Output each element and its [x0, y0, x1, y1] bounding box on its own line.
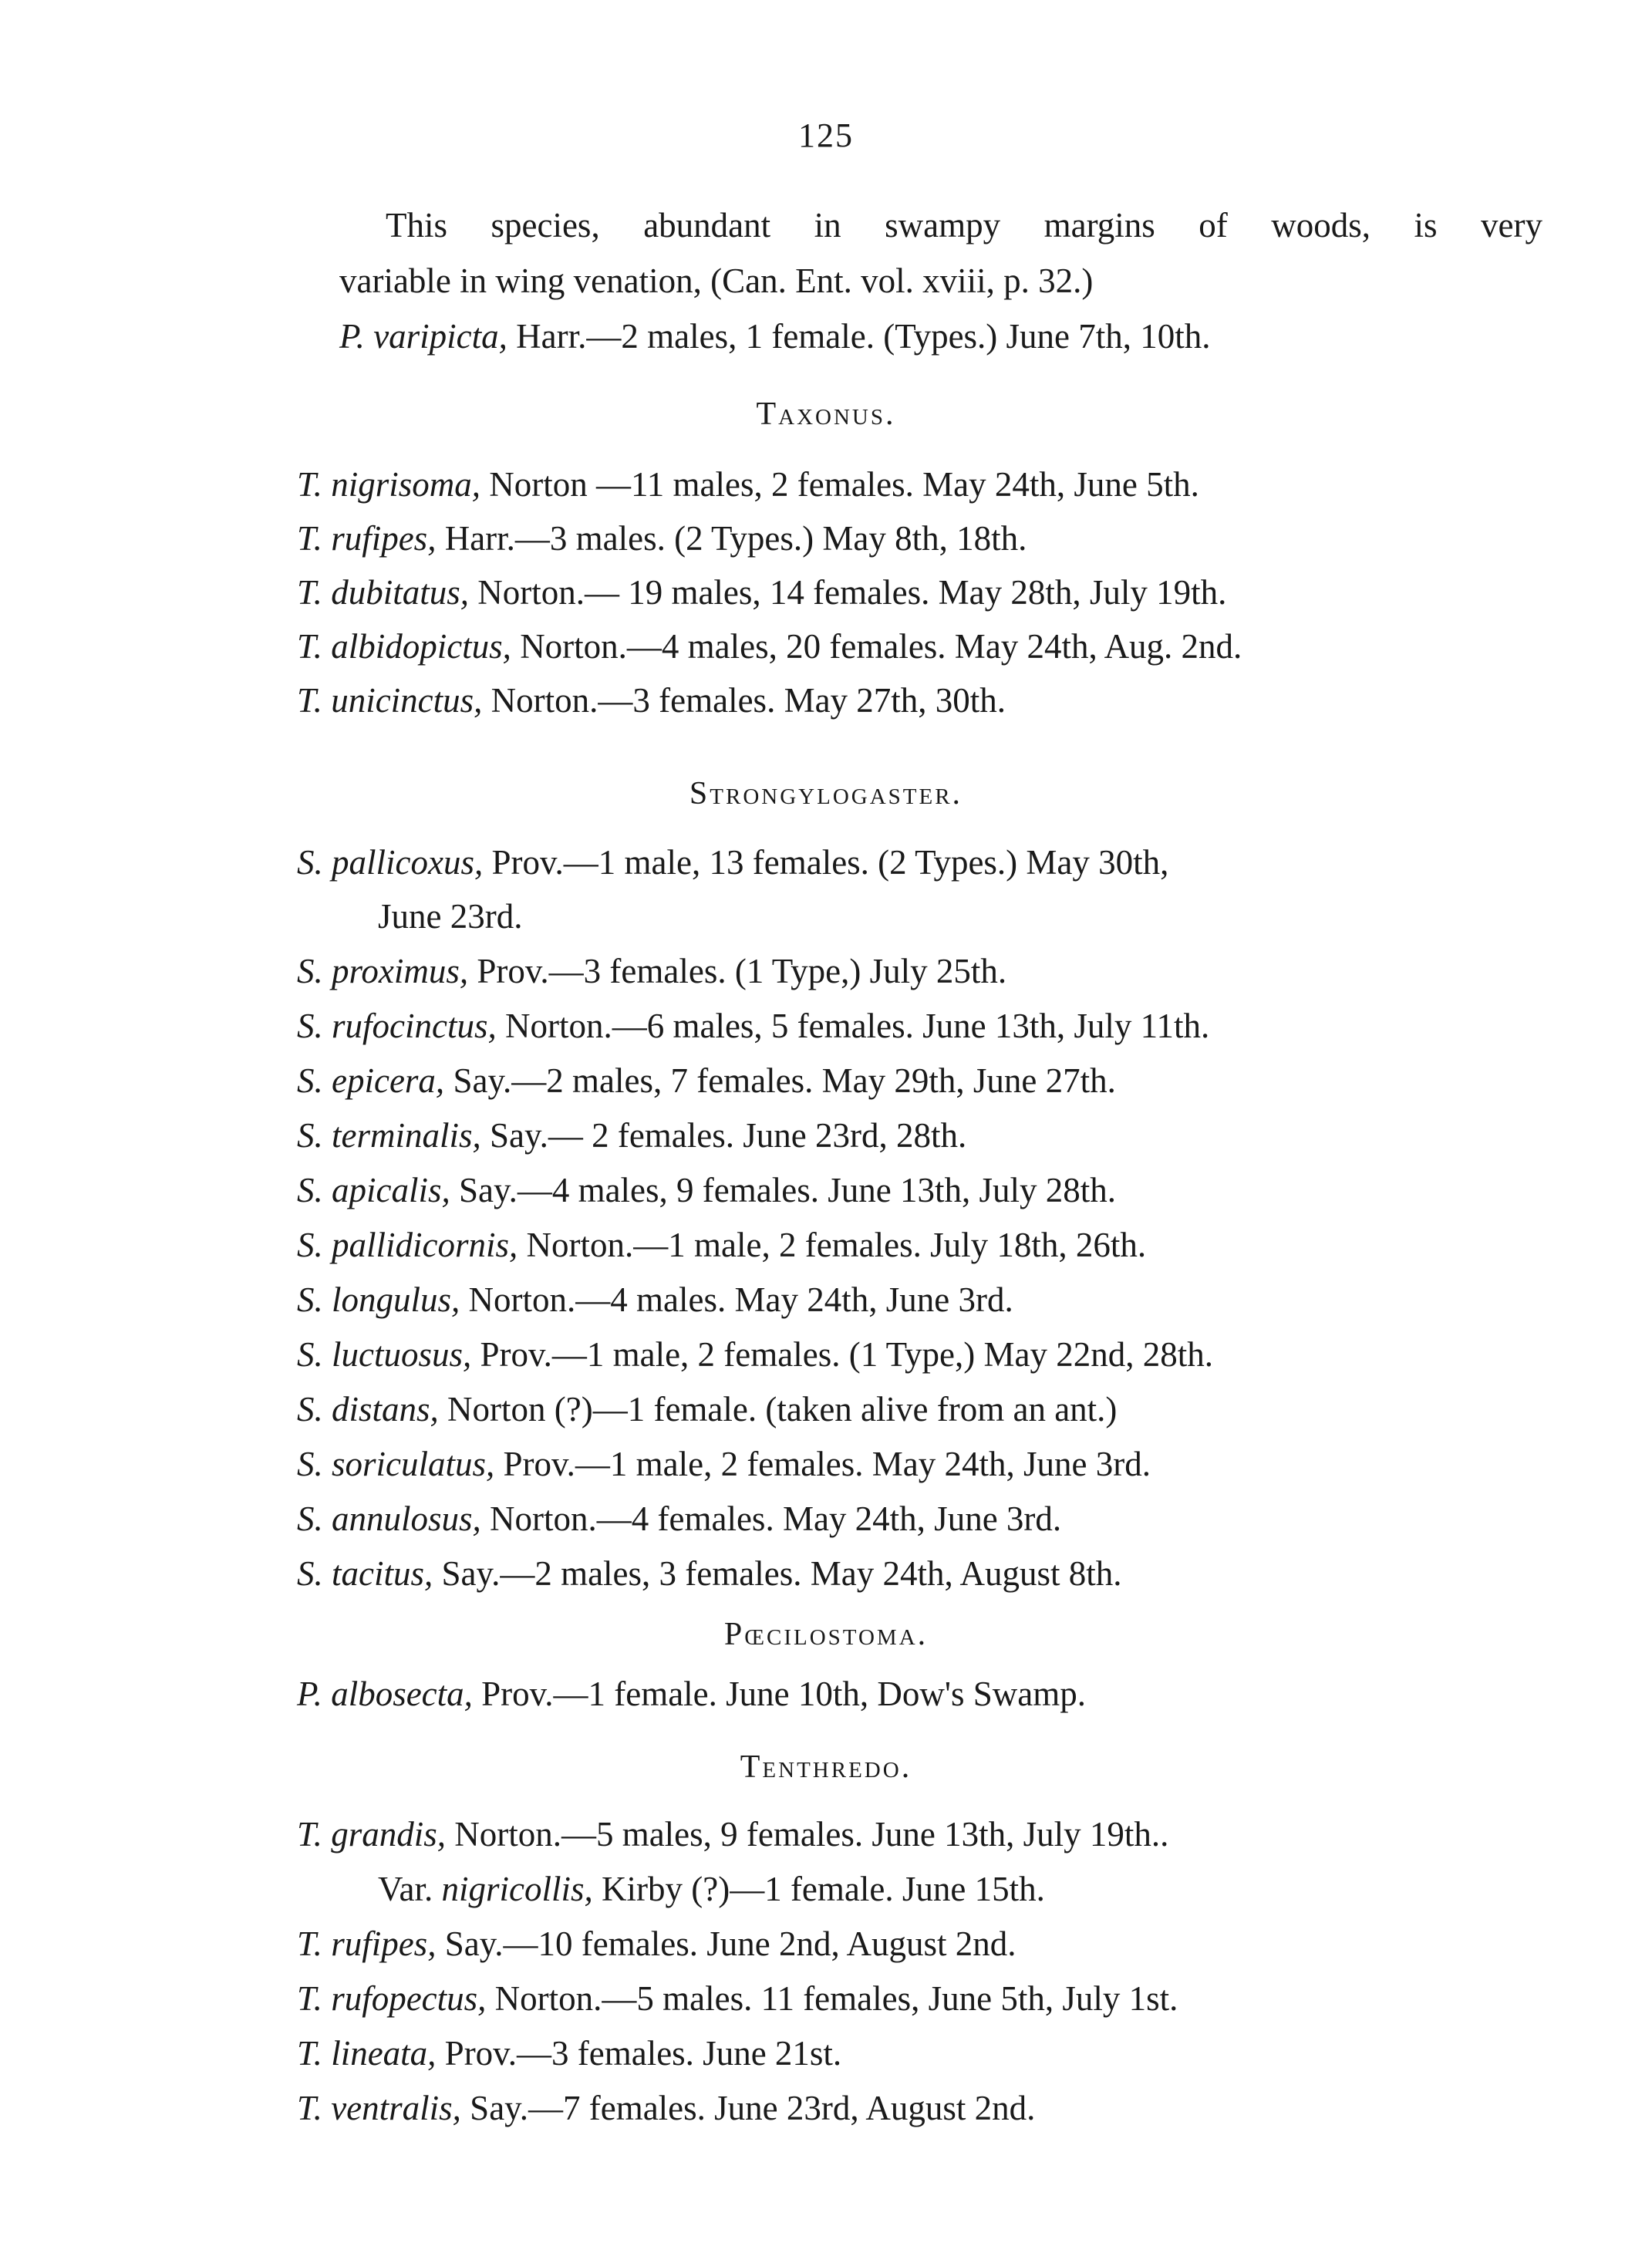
- species-name: unicinctus,: [331, 681, 483, 720]
- section-heading-taxonus: Taxonus.: [756, 396, 896, 432]
- species-name: grandis,: [331, 1815, 446, 1854]
- genus-abbrev: S.: [297, 1499, 323, 1538]
- list-item: [297, 1392, 1117, 1427]
- species-name: pallicoxus,: [332, 843, 484, 882]
- list-item: [297, 1061, 1116, 1100]
- list-item: [297, 521, 1027, 556]
- list-item: [297, 1280, 1013, 1319]
- list-item: [297, 2036, 841, 2071]
- list-item-continuation: June 23rd.: [378, 897, 523, 936]
- entry-details: Norton.—5 males, 9 females. June 13th, July 19th..: [445, 1815, 1169, 1854]
- entry-details: Kirby (?)—1 female. June 15th.: [592, 1870, 1045, 1908]
- entry-details: Norton (?)—1 female. (taken alive from an ant.): [438, 1390, 1118, 1429]
- genus-abbrev: S.: [297, 1116, 323, 1155]
- list-item: [297, 1337, 1213, 1372]
- genus-abbrev: T.: [297, 2089, 322, 2127]
- list-item: [297, 467, 1199, 502]
- intro-line-2: variable in wing venation, (Can. Ent. vol. xviii, p. 32.): [339, 261, 1094, 300]
- genus-abbrev: S.: [297, 1390, 323, 1429]
- entry-details: Say.—10 females. June 2nd, August 2nd.: [436, 1924, 1016, 1963]
- list-item: [297, 1677, 1086, 1712]
- entry-details: Harr.—2 males, 1 female. (Types.) June 7th, 10th.: [507, 317, 1211, 356]
- genus-abbrev: S.: [297, 843, 323, 882]
- genus-abbrev: T.: [297, 681, 322, 720]
- genus-abbrev: T.: [297, 627, 322, 666]
- entry-details: Norton.—4 males, 20 females. May 24th, Aug. 2nd.: [511, 627, 1242, 666]
- species-name: pallidicornis,: [332, 1226, 518, 1264]
- list-item: [297, 1173, 1116, 1208]
- species-name: lineata,: [331, 2034, 437, 2073]
- list-item: [297, 1499, 1062, 1538]
- species-name: annulosus,: [332, 1499, 481, 1538]
- entry-details: Norton.— 19 males, 14 females. May 28th, July 19th.: [468, 573, 1227, 612]
- species-name: albidopictus,: [331, 627, 511, 666]
- entry-details: Prov.—1 female. June 10th, Dow's Swamp.: [472, 1675, 1087, 1713]
- genus-abbrev: P.: [297, 1675, 322, 1713]
- species-name: soriculatus,: [332, 1445, 495, 1483]
- intro-line-1: This species, abundant in swampy margins of woods, is very: [386, 206, 1542, 245]
- genus-abbrev: T.: [297, 1924, 322, 1963]
- genus-abbrev: S.: [297, 952, 323, 990]
- species-name: apicalis,: [332, 1171, 450, 1209]
- entry-details: Say.—2 males, 3 females. May 24th, August 8th.: [433, 1554, 1122, 1593]
- genus-abbrev: T.: [297, 519, 322, 558]
- entry-details: Say.— 2 females. June 23rd, 28th.: [480, 1116, 967, 1155]
- genus-abbrev: S.: [297, 1007, 323, 1045]
- section-heading-strongylogaster: Strongylogaster.: [689, 776, 963, 811]
- entry-details: Norton.—5 males. 11 females, June 5th, July 1st.: [486, 1979, 1178, 2018]
- section-heading-poecilostoma: Pœcilostoma.: [723, 1617, 929, 1652]
- entry-details: Norton.—6 males, 5 females. June 13th, July 11th.: [496, 1007, 1210, 1045]
- species-name: terminalis,: [332, 1116, 481, 1155]
- entry-details: Norton.—4 males. May 24th, June 3rd.: [460, 1280, 1013, 1319]
- list-item: [378, 1872, 1045, 1907]
- genus-abbrev: T.: [297, 2034, 322, 2073]
- genus-abbrev: P.: [339, 317, 365, 356]
- species-name: nigrisoma,: [331, 465, 480, 504]
- entry-details: Prov.—1 male, 2 females. (1 Type,) May 22nd, 28th.: [471, 1335, 1213, 1374]
- species-name: distans,: [332, 1390, 439, 1429]
- entry-details: Norton.—1 male, 2 females. July 18th, 26th.: [518, 1226, 1147, 1264]
- list-item: [297, 575, 1226, 610]
- list-item: [297, 1009, 1209, 1044]
- species-name: rufocinctus,: [332, 1007, 497, 1045]
- species-name: dubitatus,: [331, 573, 469, 612]
- entry-details: Harr.—3 males. (2 Types.) May 8th, 18th.: [436, 519, 1027, 558]
- entry-details: Norton.—3 females. May 27th, 30th.: [482, 681, 1006, 720]
- entry-details: Prov.—1 male, 13 females. (2 Types.) May 30th,: [483, 843, 1169, 882]
- list-item: [297, 1979, 1178, 2018]
- genus-abbrev: S.: [297, 1335, 323, 1374]
- species-name: epicera,: [332, 1061, 445, 1100]
- species-name: rufipes,: [331, 1924, 437, 1963]
- section-heading-tenthredo: Tenthredo.: [740, 1749, 912, 1785]
- entry-details: Prov.—1 male, 2 females. May 24th, June 3rd.: [494, 1445, 1151, 1483]
- genus-abbrev: S.: [297, 1061, 323, 1100]
- entry-details: Norton —11 males, 2 females. May 24th, June 5th.: [480, 465, 1199, 504]
- entry-details: Prov.—3 females. (1 Type,) July 25th.: [468, 952, 1007, 990]
- species-name: varipicta,: [373, 317, 507, 356]
- list-item: [297, 1118, 966, 1153]
- entry-details: Prov.—3 females. June 21st.: [436, 2034, 842, 2073]
- entry-details: Say.—7 females. June 23rd, August 2nd.: [460, 2089, 1036, 2127]
- species-name: rufopectus,: [331, 1979, 487, 2018]
- genus-abbrev: S.: [297, 1554, 323, 1593]
- genus-abbrev: T.: [297, 1815, 322, 1854]
- page-number: 125: [798, 116, 854, 154]
- species-name: proximus,: [332, 952, 469, 990]
- list-item: [297, 683, 1006, 718]
- genus-abbrev: T.: [297, 1979, 322, 2018]
- genus-abbrev: T.: [297, 573, 322, 612]
- list-item: [297, 2091, 1035, 2126]
- intro-entry: [339, 319, 1211, 354]
- list-item: [297, 1228, 1146, 1263]
- list-item: [297, 1924, 1016, 1963]
- genus-abbrev: S.: [297, 1171, 323, 1209]
- genus-abbrev: S.: [297, 1226, 323, 1264]
- list-item: [297, 845, 1168, 880]
- list-item: [297, 629, 1242, 664]
- variety-prefix: Var.: [378, 1870, 433, 1908]
- species-name: albosecta,: [331, 1675, 473, 1713]
- species-name: tacitus,: [332, 1554, 433, 1593]
- entry-details: Say.—2 males, 7 females. May 29th, June 27th.: [444, 1061, 1116, 1100]
- list-item: [297, 1554, 1122, 1593]
- species-name: nigricollis,: [441, 1870, 593, 1908]
- species-name: longulus,: [332, 1280, 460, 1319]
- entry-details: Norton.—4 females. May 24th, June 3rd.: [480, 1499, 1062, 1538]
- entry-details: Say.—4 males, 9 females. June 13th, July 28th.: [450, 1171, 1116, 1209]
- genus-abbrev: S.: [297, 1445, 323, 1483]
- list-item: [297, 954, 1006, 989]
- species-name: luctuosus,: [332, 1335, 472, 1374]
- species-name: ventralis,: [331, 2089, 461, 2127]
- genus-abbrev: T.: [297, 465, 322, 504]
- list-item: [297, 1817, 1168, 1852]
- species-name: rufipes,: [331, 519, 437, 558]
- list-item: [297, 1447, 1151, 1482]
- genus-abbrev: S.: [297, 1280, 323, 1319]
